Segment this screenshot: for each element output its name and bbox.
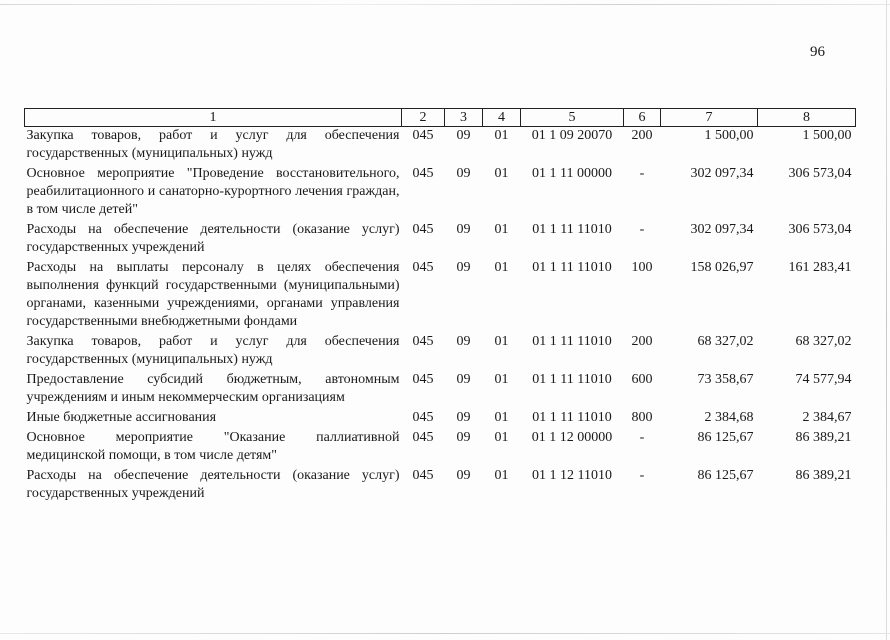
row-name: Основное мероприятие "Оказание паллиативной медицинской помощи, в том числе детям" [26, 430, 400, 463]
row-amount-8: 161 283,41 [788, 260, 852, 275]
row-expense-type: - [639, 468, 645, 483]
row-target-article: 01 1 11 11010 [532, 372, 612, 387]
table-row [25, 127, 856, 166]
col-header-3: 3 [445, 109, 483, 127]
row-amount-8: 2 384,67 [802, 410, 852, 425]
table-row [25, 333, 856, 371]
row-amount-8: 86 389,21 [795, 430, 852, 445]
col-header-7: 7 [661, 109, 758, 127]
table-row [25, 429, 856, 467]
table-row [25, 259, 856, 333]
table-row [25, 221, 856, 259]
row-section: 09 [456, 372, 471, 387]
row-amount-8: 74 577,94 [795, 372, 852, 387]
table-row [25, 165, 856, 221]
row-admin-code: 045 [412, 260, 434, 275]
row-admin-code: 045 [412, 410, 434, 425]
row-admin-code: 045 [412, 128, 434, 143]
row-section: 09 [456, 430, 471, 445]
table-row [25, 409, 856, 429]
row-name: Основное мероприятие "Проведение восстановительного, реабилитационного и санаторно-курортного лечения граждан, в том числе детей" [26, 166, 400, 217]
row-name: Закупка товаров, работ и услуг для обеспечения государственных (муниципальных) нужд [26, 128, 400, 161]
row-section: 09 [456, 260, 471, 275]
row-subsection: 01 [494, 128, 509, 143]
col-header-5: 5 [521, 109, 624, 127]
row-section: 09 [456, 222, 471, 237]
row-section: 09 [456, 166, 471, 181]
row-amount-7: 302 097,34 [690, 222, 754, 237]
row-subsection: 01 [494, 260, 509, 275]
row-subsection: 01 [494, 334, 509, 349]
row-amount-7: 86 125,67 [697, 468, 754, 483]
row-target-article: 01 1 11 11010 [532, 410, 612, 425]
row-target-article: 01 1 11 11010 [532, 334, 612, 349]
row-subsection: 01 [494, 222, 509, 237]
row-admin-code: 045 [412, 372, 434, 387]
row-expense-type: 600 [631, 372, 653, 387]
row-name: Закупка товаров, работ и услуг для обеспечения государственных (муниципальных) нужд [26, 334, 400, 367]
row-amount-7: 68 327,02 [697, 334, 754, 349]
row-amount-7: 73 358,67 [697, 372, 754, 387]
row-amount-7: 86 125,67 [697, 430, 754, 445]
row-expense-type: - [639, 166, 645, 181]
row-subsection: 01 [494, 166, 509, 181]
row-target-article: 01 1 12 00000 [531, 430, 613, 445]
row-amount-8: 86 389,21 [795, 468, 852, 483]
row-name: Расходы на обеспечение деятельности (оказание услуг) государственных учреждений [26, 468, 400, 501]
row-target-article: 01 1 11 00000 [532, 166, 612, 181]
row-section: 09 [456, 468, 471, 483]
row-amount-7: 1 500,00 [704, 128, 754, 143]
col-header-2: 2 [402, 109, 445, 127]
header-row [25, 109, 856, 127]
row-admin-code: 045 [412, 334, 434, 349]
row-admin-code: 045 [412, 430, 434, 445]
table-row [25, 467, 856, 505]
row-amount-7: 2 384,68 [704, 410, 754, 425]
scan-edge-right [886, 0, 887, 640]
row-target-article: 01 1 09 20070 [531, 128, 613, 143]
row-admin-code: 045 [412, 468, 434, 483]
row-name: Предоставление субсидий бюджетным, автономным учреждениям и иным некоммерческим организациям [26, 372, 400, 405]
col-header-6: 6 [624, 109, 661, 127]
row-subsection: 01 [494, 468, 509, 483]
row-amount-8: 1 500,00 [802, 128, 852, 143]
page-number: 96 [810, 44, 825, 60]
col-header-1: 1 [25, 109, 402, 127]
row-admin-code: 045 [412, 222, 434, 237]
row-amount-8: 306 573,04 [788, 166, 852, 181]
row-amount-8: 306 573,04 [788, 222, 852, 237]
row-expense-type: - [639, 222, 645, 237]
budget-table [24, 108, 856, 505]
col-header-4: 4 [483, 109, 521, 127]
row-target-article: 01 1 11 11010 [532, 260, 612, 275]
table-row [25, 371, 856, 409]
row-subsection: 01 [494, 430, 509, 445]
row-expense-type: - [639, 430, 645, 445]
row-expense-type: 100 [631, 260, 653, 275]
col-header-8: 8 [758, 109, 856, 127]
scan-edge-top [0, 4, 890, 5]
row-target-article: 01 1 11 11010 [532, 222, 612, 237]
row-name: Расходы на обеспечение деятельности (оказание услуг) государственных учреждений [26, 222, 400, 255]
scan-edge-bottom [0, 633, 890, 634]
row-name: Расходы на выплаты персоналу в целях обеспечения выполнения функций государственными (муниципальными) органами, казенными учреждениями, органами управления государственными внебюджетными фондами [26, 260, 400, 329]
row-subsection: 01 [494, 410, 509, 425]
row-target-article: 01 1 12 11010 [532, 468, 612, 483]
row-section: 09 [456, 128, 471, 143]
row-subsection: 01 [494, 372, 509, 387]
row-admin-code: 045 [412, 166, 434, 181]
row-expense-type: 200 [631, 128, 653, 143]
row-expense-type: 200 [631, 334, 653, 349]
row-section: 09 [456, 410, 471, 425]
row-amount-7: 158 026,97 [690, 260, 754, 275]
row-expense-type: 800 [631, 410, 653, 425]
row-section: 09 [456, 334, 471, 349]
row-amount-7: 302 097,34 [690, 166, 754, 181]
row-name: Иные бюджетные ассигнования [26, 410, 217, 425]
row-amount-8: 68 327,02 [795, 334, 852, 349]
